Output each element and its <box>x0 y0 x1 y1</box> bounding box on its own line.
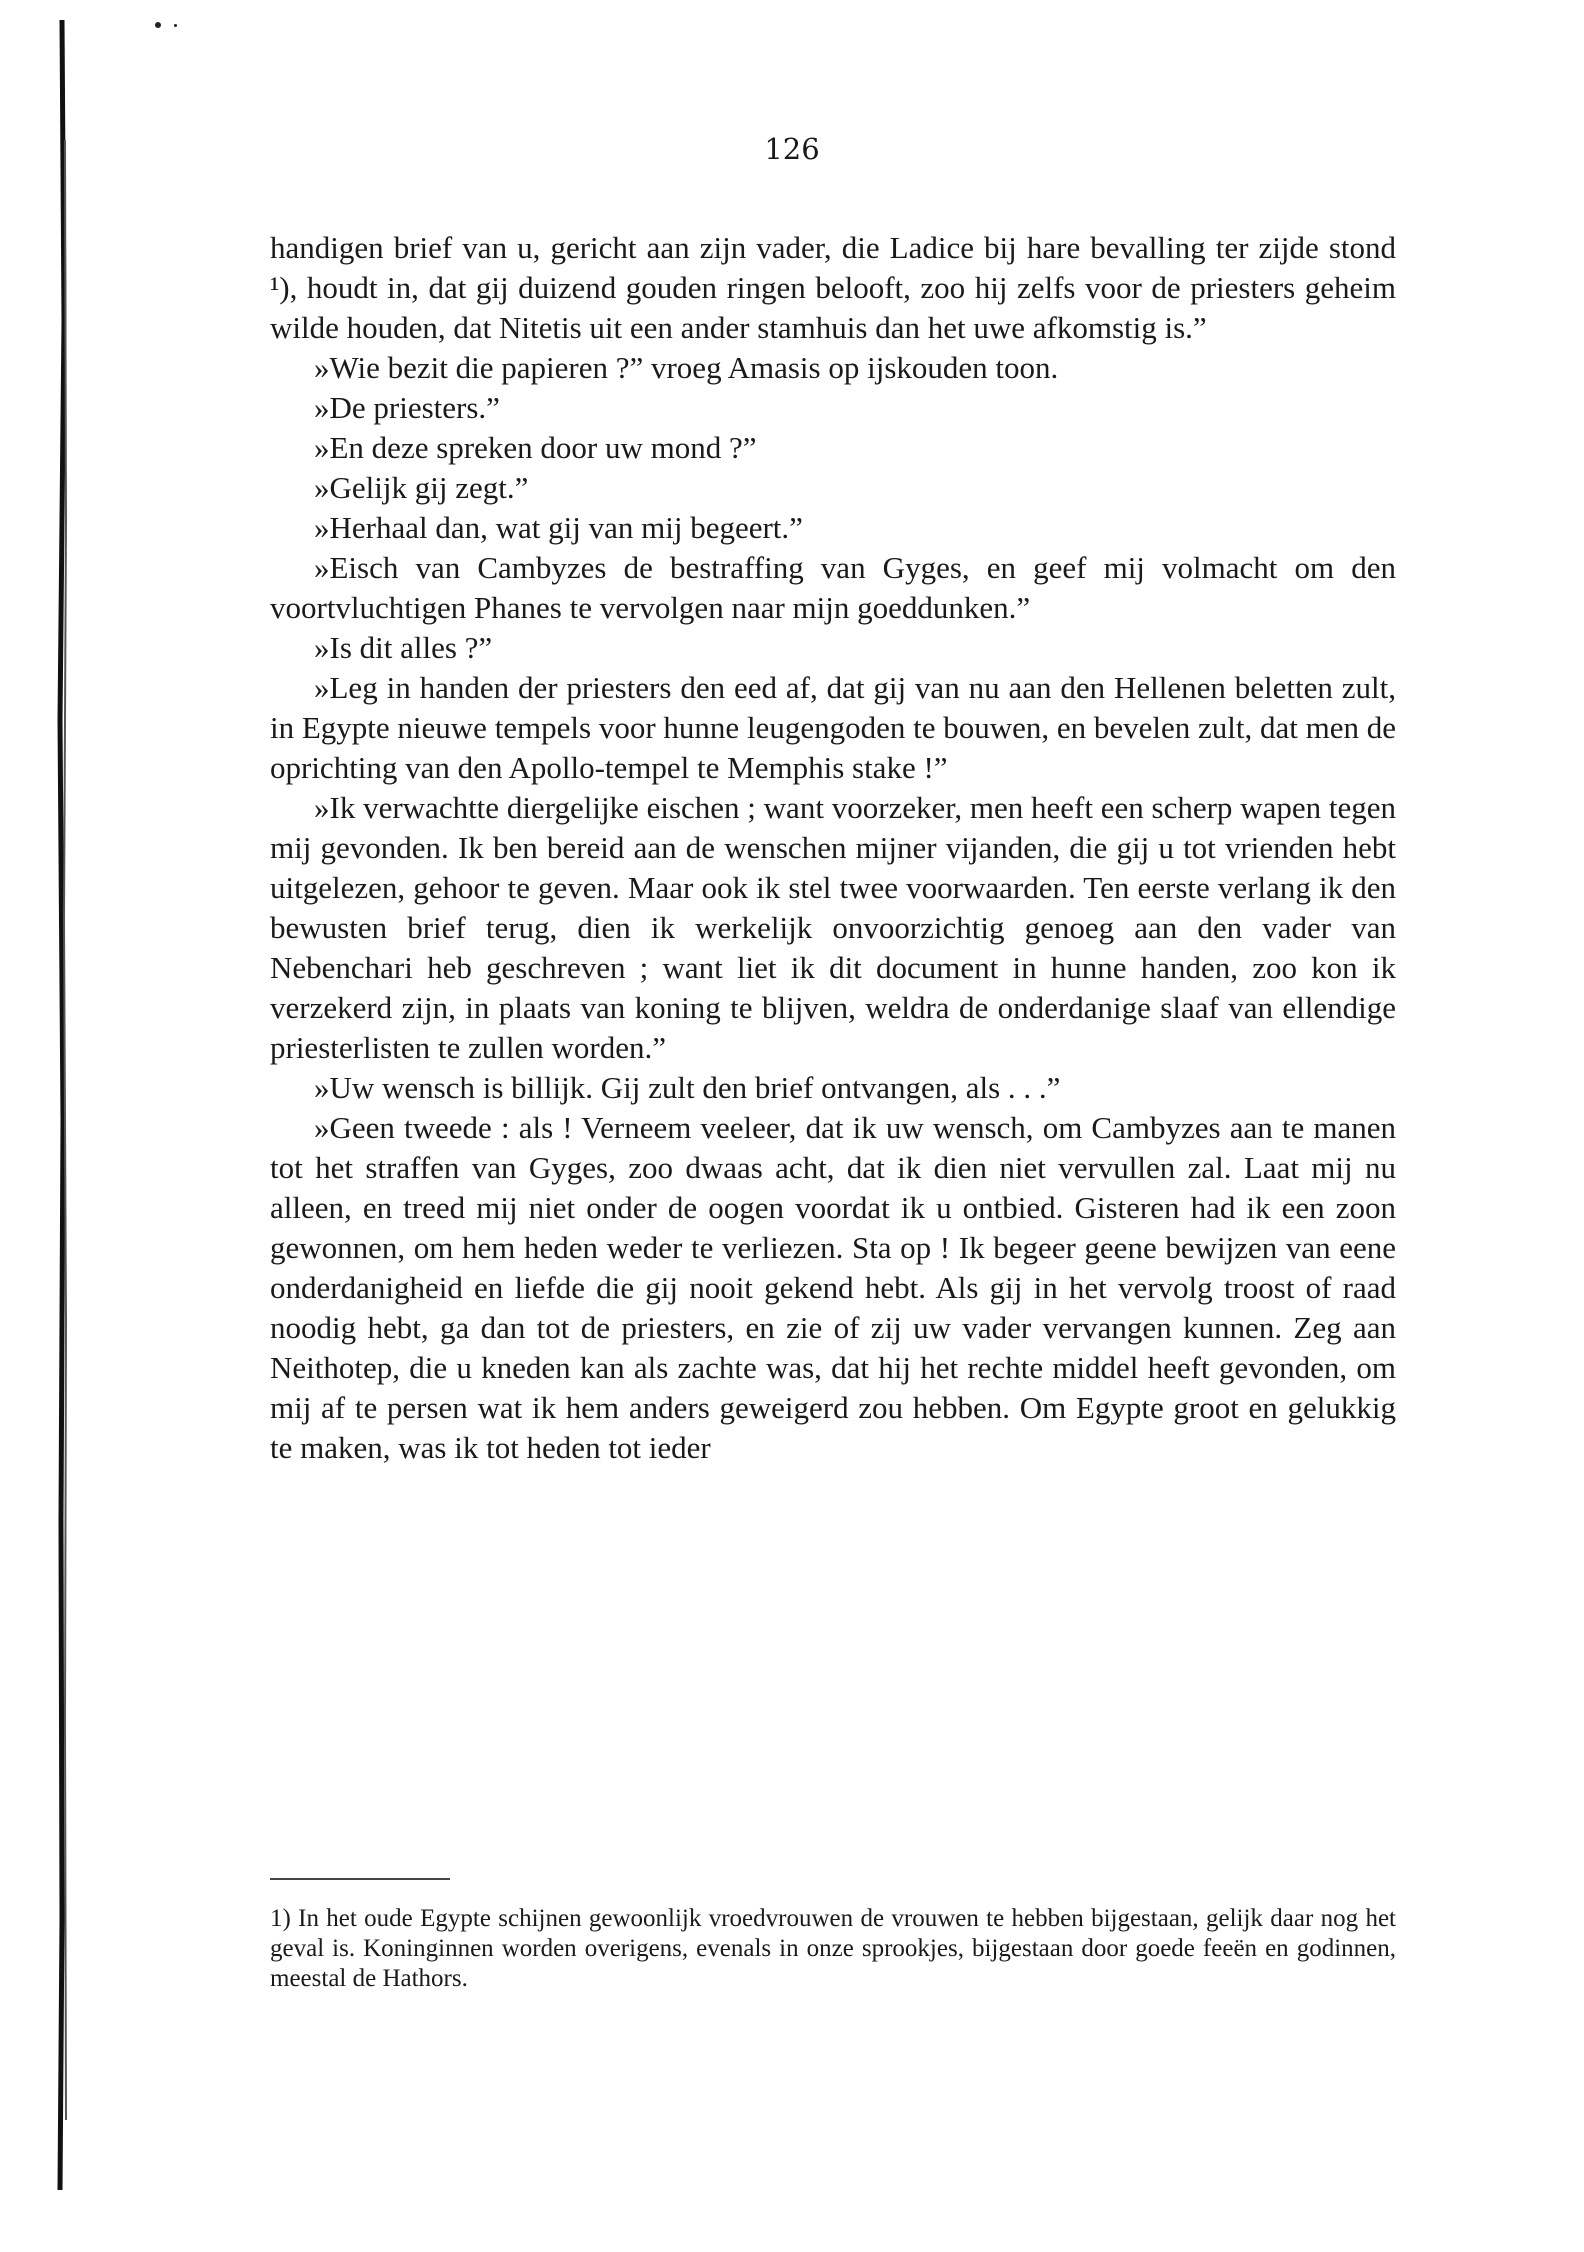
speck-mark <box>174 24 177 27</box>
paragraph: »En deze spreken door uw mond ?” <box>314 430 757 465</box>
paragraph: »Wie bezit die papieren ?” vroeg Amasis op ijskouden toon. <box>314 350 1059 385</box>
paragraph: »Uw wensch is billijk. Gij zult den brief ontvangen, als . . .” <box>314 1070 1061 1105</box>
footnote-separator <box>270 1878 450 1880</box>
page-number: 126 <box>764 132 820 166</box>
paragraph: »Geen tweede : als ! Verneem veeleer, dat ik uw wensch, om Cambyzes aan te manen tot het straffen van Gyges, zoo dwaas acht, dat ik dien niet vervullen zal. Laat mij nu alleen, en treed mij niet onder de oogen voordat ik u ontbied. Gisteren had ik een zoon gewonnen, om hem heden weder te verliezen. Sta op ! Ik begeer geene bewijzen van eene onderdanigheid en liefde die gij nooit gekend hebt. Als gij in het vervolg troost of raad noodig hebt, ga dan tot de priesters, en zie of zij uw vader vervangen kunnen. Zeg aan Neithotep, die u kneden kan als zachte was, dat hij het rechte middel heeft gevonden, om mij af te persen wat ik hem anders geweigerd zou hebben. Om Egypte groot en gelukkig te maken, was ik tot heden tot ieder <box>270 1110 1396 1465</box>
paragraph: »Gelijk gij zegt.” <box>314 470 529 505</box>
paragraph: »Ik verwachtte diergelijke eischen ; want voorzeker, men heeft een scherp wapen tegen mij gevonden. Ik ben bereid aan de wenschen mijner vijanden, die gij u tot vrienden hebt uitgelezen, gehoor te geven. Maar ook ik stel twee voorwaarden. Ten eerste verlang ik den bewusten brief terug, dien ik werkelijk onvoorzichtig genoeg aan den vader van Nebenchari heb geschreven ; want liet ik dit document in hunne handen, zoo kon ik verzekerd zijn, in plaats van koning te blijven, weldra de onderdanige slaaf van ellendige priesterlisten te zullen worden.” <box>270 790 1396 1065</box>
footnote: 1) In het oude Egypte schijnen gewoonlijk vroedvrouwen de vrouwen te hebben bijgestaan, gelijk daar nog het geval is. Koninginnen worden overigens, evenals in onze sprookjes, bijgestaan door goede feeën en godinnen, meestal de Hathors. <box>270 1905 1396 1992</box>
speck-mark <box>155 22 161 28</box>
paragraph: »Leg in handen der priesters den eed af, dat gij van nu aan den Hellenen beletten zult, in Egypte nieuwe tempels voor hunne leugengoden te bouwen, en bevelen zult, dat men de oprichting van den Apollo-tempel te Memphis stake !” <box>270 670 1396 785</box>
body-text <box>270 228 1396 1468</box>
paragraph: handigen brief van u, gericht aan zijn vader, die Ladice bij hare bevalling ter zijde stond ¹), houdt in, dat gij duizend gouden ringen belooft, zoo hij zelfs voor de priesters geheim wilde houden, dat Nitetis uit een ander stamhuis dan het uwe afkomstig is.” <box>270 230 1396 345</box>
paragraph: »De priesters.” <box>314 390 500 425</box>
binding-edge-shadow <box>48 20 70 2190</box>
paragraph: »Is dit alles ?” <box>314 630 493 665</box>
paragraph: »Herhaal dan, wat gij van mij begeert.” <box>314 510 803 545</box>
paragraph: »Eisch van Cambyzes de bestraffing van Gyges, en geef mij volmacht om den voortvluchtigen Phanes te vervolgen naar mijn goeddunken.” <box>270 550 1396 625</box>
